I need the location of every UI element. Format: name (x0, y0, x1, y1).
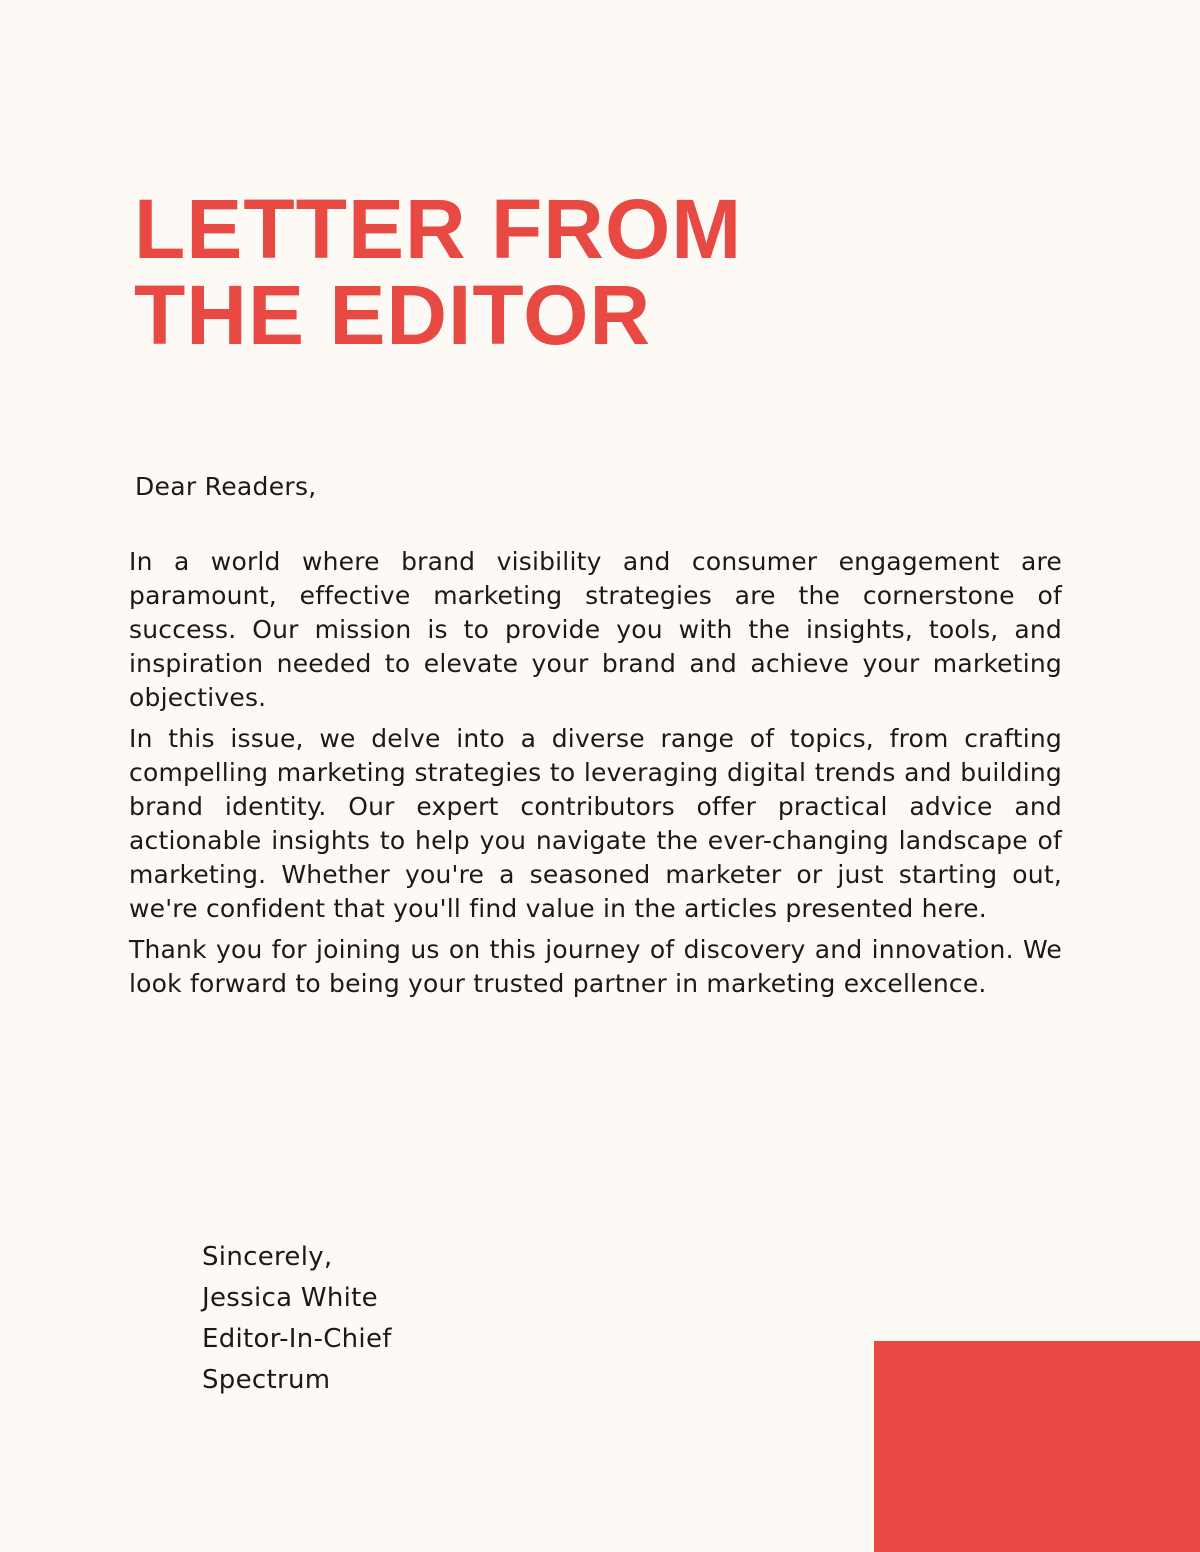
body-paragraph: Thank you for joining us on this journey of discovery and innovation. We look forward to being your trusted partner in marketing excellence. (129, 935, 1062, 998)
body-paragraph: In a world where brand visibility and consumer engagement are paramount, effective marketing strategies are the cornerstone of success. Our mission is to provide you with the insights, tools, and inspiration needed to elevate your brand and achieve your marketing objectives. (129, 547, 1062, 712)
signature-role: Editor-In-Chief (202, 1324, 392, 1354)
decorative-accent-block (874, 1341, 1200, 1552)
body-paragraph: In this issue, we delve into a diverse range of topics, from crafting compelling marketing strategies to leveraging digital trends and building brand identity. Our expert contributors offer practical advice and actionable insights to help you navigate the ever-changing landscape of marketing. Whether you're a seasoned marketer or just starting out, we're confident that you'll find value in the articles presented here. (129, 724, 1062, 923)
page-title (134, 182, 743, 362)
signature-closing: Sincerely, (202, 1242, 333, 1272)
letter-body (129, 545, 1062, 1008)
signature-block (202, 1237, 392, 1401)
title-line-2: THE EDITOR (134, 268, 652, 362)
title-line-1: LETTER FROM (134, 182, 743, 276)
signature-publication: Spectrum (202, 1365, 331, 1395)
signature-name: Jessica White (202, 1283, 378, 1313)
salutation: Dear Readers, (135, 472, 317, 501)
